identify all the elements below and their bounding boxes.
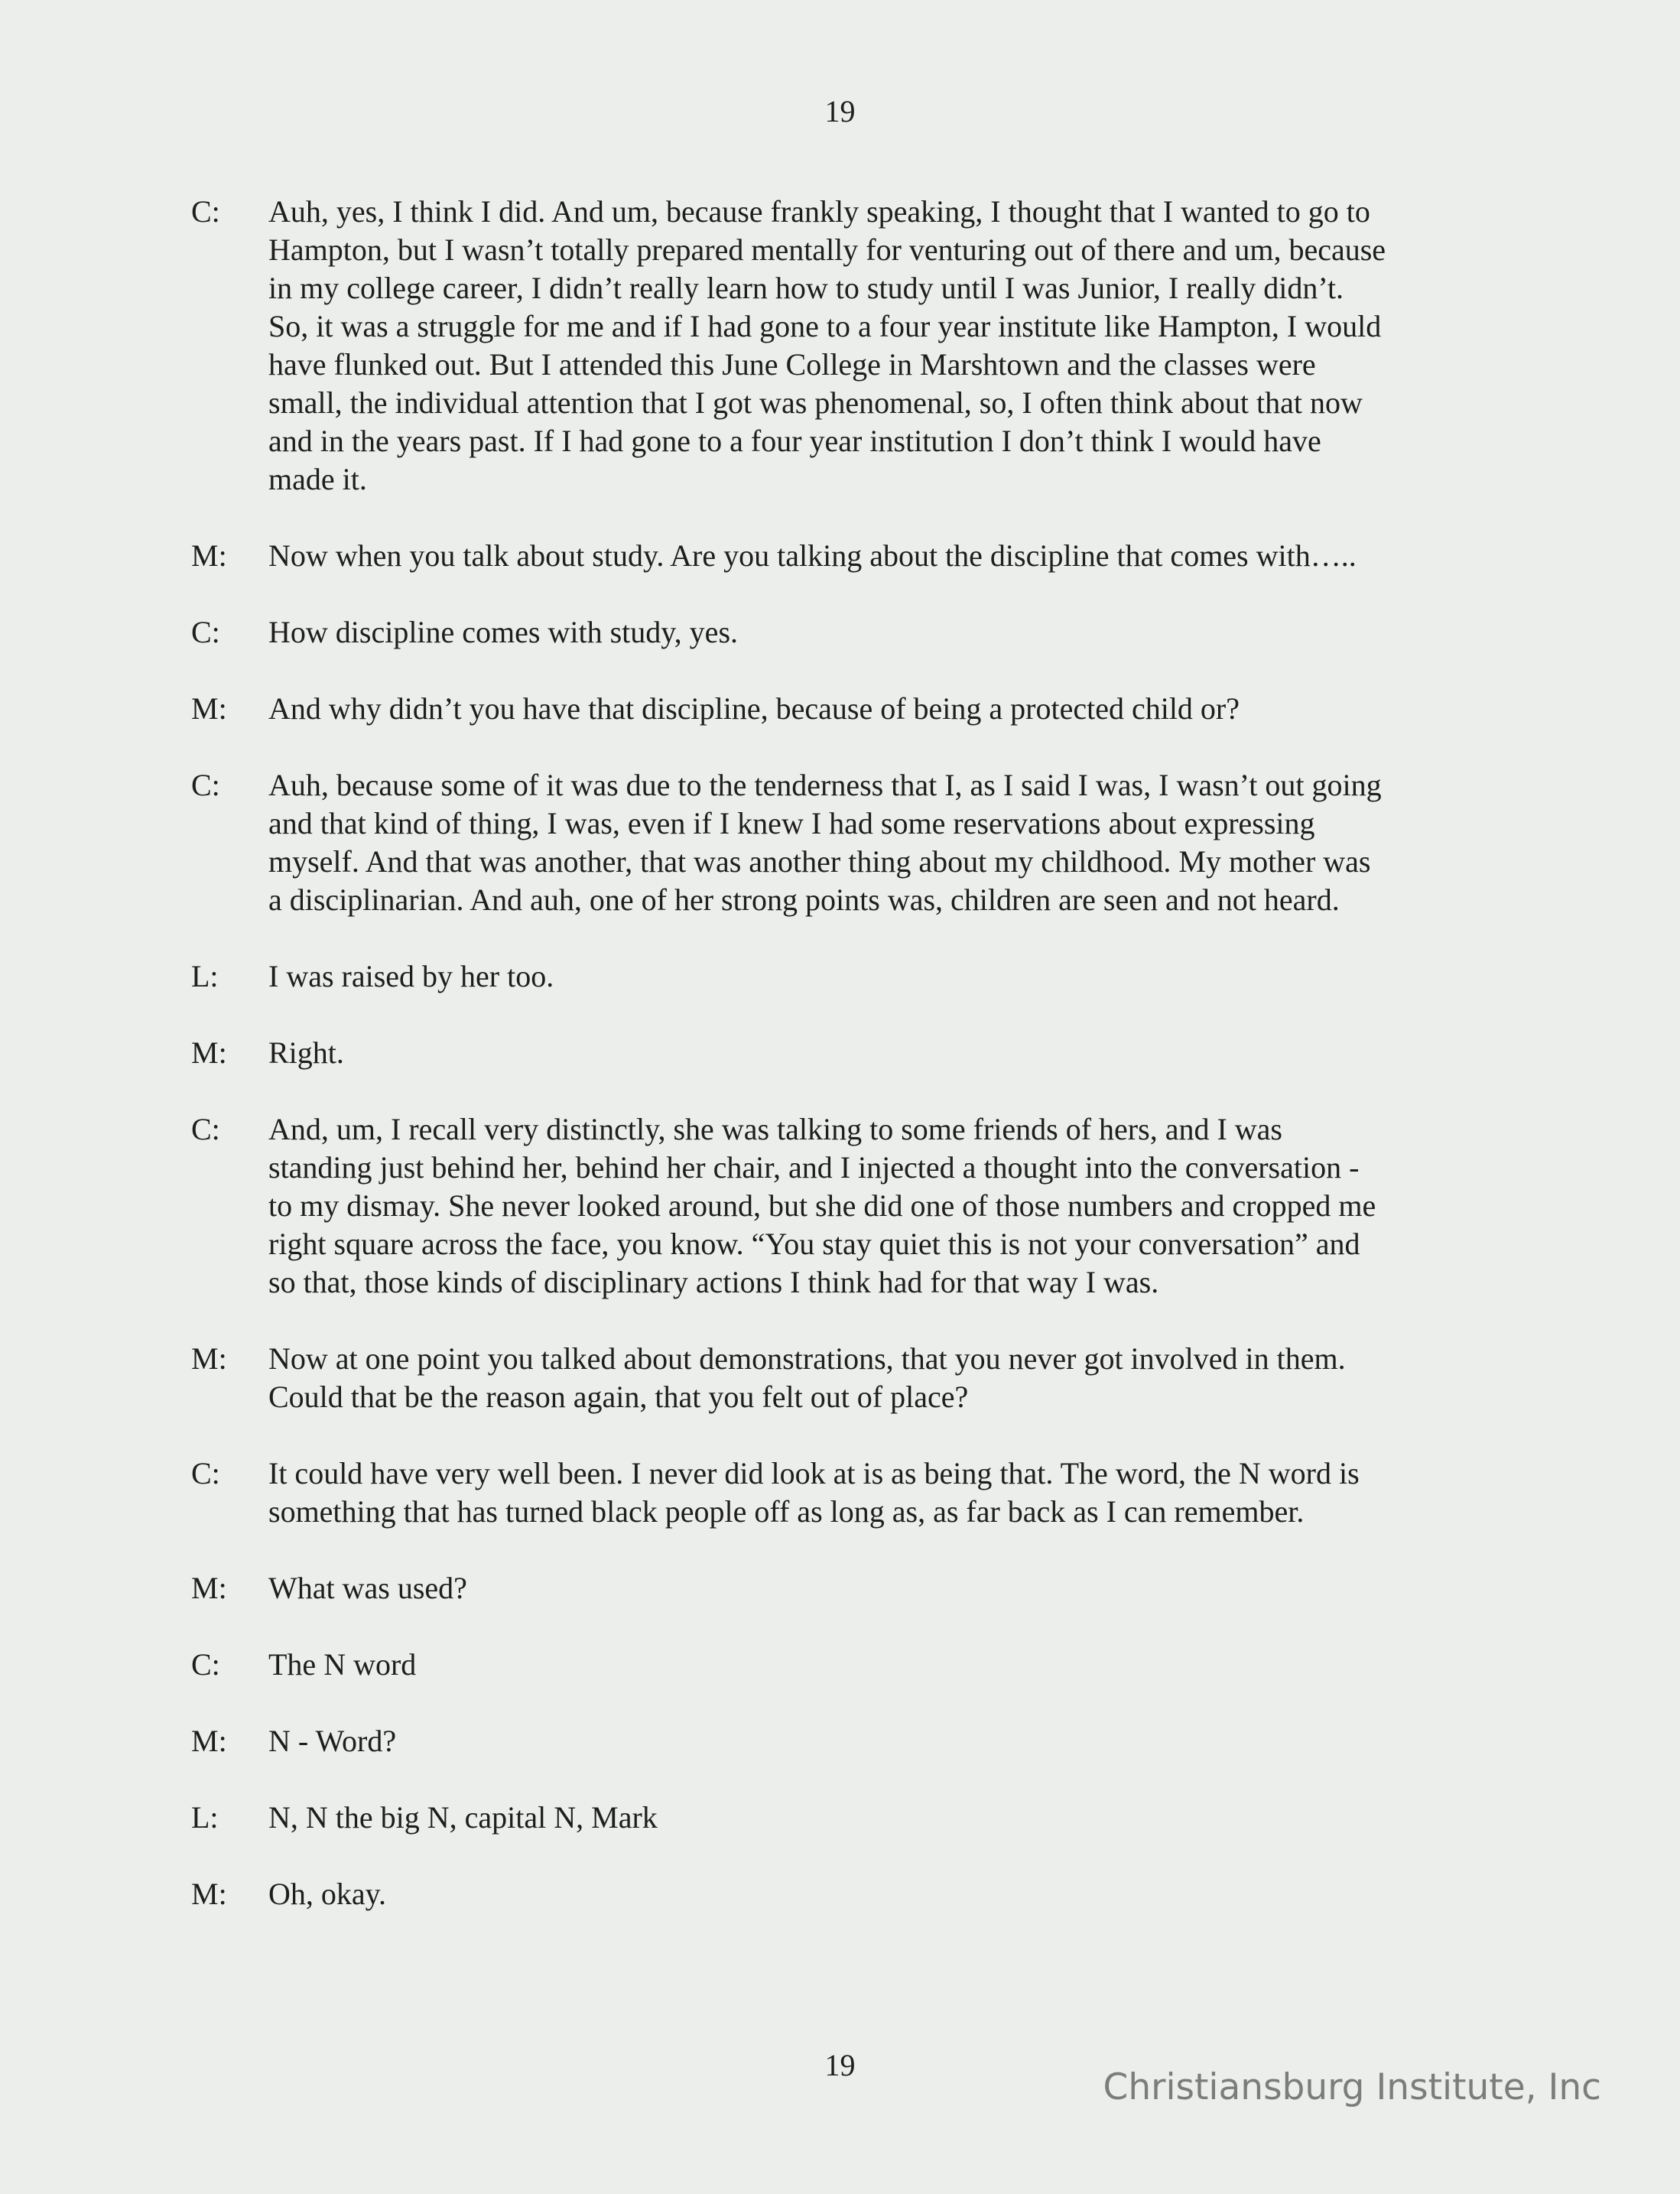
utterance-line: and that kind of thing, I was, even if I knew I had some reservations about expressing <box>268 806 1315 840</box>
utterance-line: have flunked out. But I attended this June College in Marshtown and the classes were <box>268 347 1316 382</box>
transcript-turn <box>191 1569 1506 1607</box>
utterance-line: So, it was a struggle for me and if I had gone to a four year institute like Hampton, I would <box>268 309 1382 343</box>
utterance <box>268 1110 1506 1302</box>
utterance <box>268 193 1506 499</box>
utterance-line: to my dismay. She never looked around, but she did one of those numbers and cropped me <box>268 1188 1376 1223</box>
utterance-line: What was used? <box>268 1571 467 1605</box>
utterance-line: something that has turned black people off as long as, as far back as I can remember. <box>268 1494 1305 1529</box>
utterance-line: standing just behind her, behind her chair, and I injected a thought into the conversation - <box>268 1150 1360 1185</box>
utterance-line: It could have very well been. I never did look at is as being that. The word, the N word is <box>268 1456 1360 1490</box>
utterance-line: and in the years past. If I had gone to a four year institution I don’t think I would have <box>268 424 1321 458</box>
utterance-line: right square across the face, you know. “You stay quiet this is not your conversation” and <box>268 1227 1360 1261</box>
speaker-label: M: <box>191 1724 227 1758</box>
speaker-label: C: <box>191 1647 220 1682</box>
utterance-line: N, N the big N, capital N, Mark <box>268 1800 658 1835</box>
utterance-line: Auh, yes, I think I did. And um, because frankly speaking, I thought that I wanted to go to <box>268 194 1370 229</box>
speaker-label: C: <box>191 1456 220 1490</box>
utterance-line: Hampton, but I wasn’t totally prepared mentally for venturing out of there and um, because <box>268 232 1386 267</box>
speaker-label: M: <box>191 538 227 573</box>
speaker-label: C: <box>191 194 220 229</box>
utterance <box>268 1455 1506 1531</box>
transcript-turn <box>191 537 1506 575</box>
utterance-line: made it. <box>268 462 367 496</box>
speaker-label: M: <box>191 1035 227 1070</box>
utterance-line: I was raised by her too. <box>268 959 554 993</box>
utterance <box>268 1722 1506 1760</box>
watermark: Christiansburg Institute, Inc <box>1103 2066 1601 2108</box>
utterance-line: Auh, because some of it was due to the tenderness that I, as I said I was, I wasn’t out going <box>268 768 1382 802</box>
page-number-bottom: 19 <box>824 2048 856 2082</box>
utterance <box>268 1875 1506 1913</box>
transcript-turn <box>191 1455 1506 1531</box>
speaker-label: M: <box>191 1341 227 1376</box>
utterance-line: Right. <box>268 1035 344 1070</box>
transcript-turn <box>191 1340 1506 1416</box>
speaker-label: C: <box>191 768 220 802</box>
speaker-label: M: <box>191 1571 227 1605</box>
utterance <box>268 957 1506 996</box>
utterance <box>268 1569 1506 1607</box>
utterance-line: small, the individual attention that I got was phenomenal, so, I often think about that now <box>268 385 1363 420</box>
transcript <box>191 193 1506 1952</box>
utterance-line: N - Word? <box>268 1724 397 1758</box>
transcript-turn <box>191 1034 1506 1072</box>
utterance <box>268 537 1506 575</box>
speaker-label: M: <box>191 1877 227 1911</box>
utterance-line: in my college career, I didn’t really learn how to study until I was Junior, I really didn’t. <box>268 271 1344 305</box>
utterance <box>268 690 1506 728</box>
utterance <box>268 1646 1506 1684</box>
utterance <box>268 1799 1506 1837</box>
utterance <box>268 1340 1506 1416</box>
utterance-line: Now when you talk about study. Are you talking about the discipline that comes with….. <box>268 538 1357 573</box>
transcript-turn <box>191 613 1506 652</box>
utterance-line: myself. And that was another, that was another thing about my childhood. My mother was <box>268 844 1371 879</box>
utterance-line: Oh, okay. <box>268 1877 387 1911</box>
speaker-label: L: <box>191 959 219 993</box>
utterance-line: How discipline comes with study, yes. <box>268 615 739 649</box>
speaker-label: C: <box>191 1112 220 1146</box>
utterance <box>268 1034 1506 1072</box>
transcript-turn <box>191 1799 1506 1837</box>
speaker-label: M: <box>191 691 227 726</box>
transcript-turn <box>191 957 1506 996</box>
transcript-turn <box>191 193 1506 499</box>
transcript-turn <box>191 1646 1506 1684</box>
transcript-turn <box>191 690 1506 728</box>
page-number-top: 19 <box>824 94 856 128</box>
utterance-line: a disciplinarian. And auh, one of her strong points was, children are seen and not heard. <box>268 882 1340 917</box>
transcript-turn <box>191 1722 1506 1760</box>
transcript-turn <box>191 1110 1506 1302</box>
utterance <box>268 766 1506 919</box>
utterance-line: Now at one point you talked about demonstrations, that you never got involved in them. <box>268 1341 1346 1376</box>
speaker-label: C: <box>191 615 220 649</box>
utterance <box>268 613 1506 652</box>
utterance-line: And why didn’t you have that discipline, because of being a protected child or? <box>268 691 1240 726</box>
transcript-turn <box>191 766 1506 919</box>
utterance-line: Could that be the reason again, that you felt out of place? <box>268 1380 969 1414</box>
utterance-line: so that, those kinds of disciplinary actions I think had for that way I was. <box>268 1265 1159 1299</box>
transcript-turn <box>191 1875 1506 1913</box>
speaker-label: L: <box>191 1800 219 1835</box>
utterance-line: And, um, I recall very distinctly, she was talking to some friends of hers, and I was <box>268 1112 1282 1146</box>
utterance-line: The N word <box>268 1647 417 1682</box>
